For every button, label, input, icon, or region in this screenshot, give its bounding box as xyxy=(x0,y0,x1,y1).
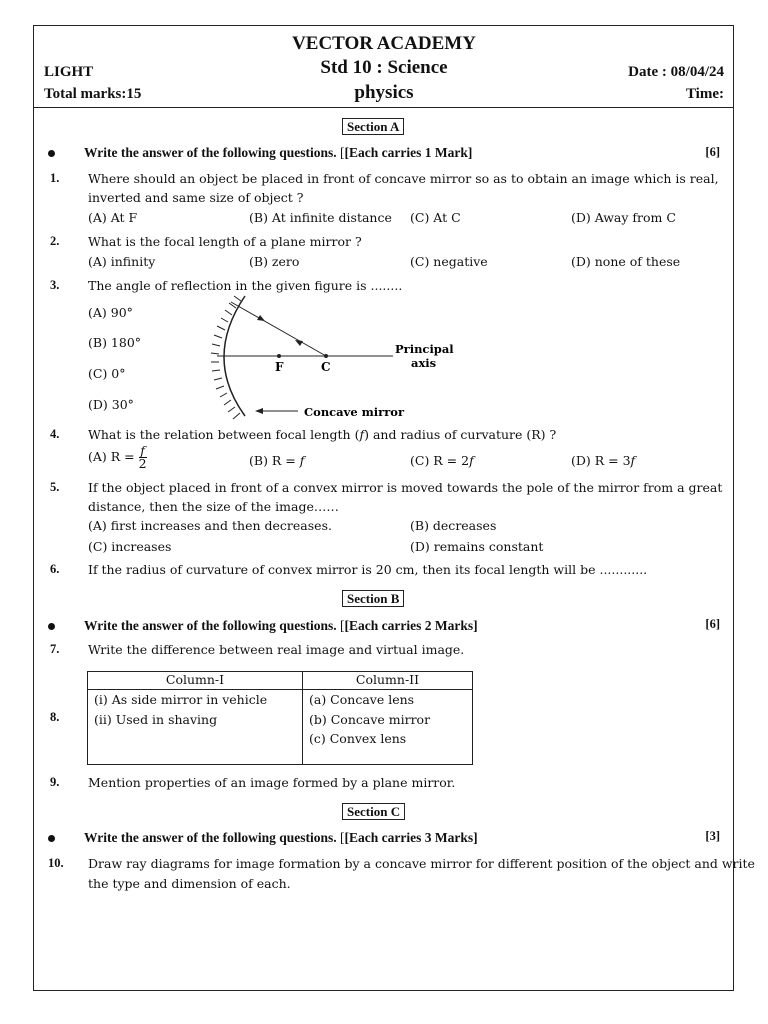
option-b: (B) zero xyxy=(249,254,300,269)
question-text: inverted and same size of object ? xyxy=(88,190,304,205)
option-b: (B) decreases xyxy=(410,518,497,533)
bullet-icon xyxy=(48,835,55,842)
concave-mirror-figure xyxy=(195,292,465,424)
point-c xyxy=(324,354,328,358)
option-b: (B) R = f xyxy=(249,453,305,468)
option-b: (B) At infinite distance xyxy=(249,210,392,225)
std-title: Std 10 : Science xyxy=(320,57,448,78)
section-b-label: Section B xyxy=(342,590,404,607)
total-marks: Total marks:15 xyxy=(44,86,142,102)
incident-ray xyxy=(231,302,326,356)
question-number: 10. xyxy=(48,856,64,870)
question-number: 6. xyxy=(50,562,60,576)
list-item: (a) Concave lens xyxy=(309,692,415,707)
question-text: If the object placed in front of a convex mirror is moved towards the pole of the mirror from a great xyxy=(88,480,723,495)
column-2-cell xyxy=(303,690,473,765)
option-c: (C) increases xyxy=(88,539,172,554)
mirror-label: Concave mirror xyxy=(304,405,405,419)
list-item: (b) Concave mirror xyxy=(309,711,431,727)
header-divider xyxy=(33,107,734,108)
subject-title: physics xyxy=(354,82,414,103)
exam-time: Time: xyxy=(685,86,724,102)
question-text: Draw ray diagrams for image formation by a concave mirror for different position of the object and write xyxy=(88,856,755,871)
question-number: 9. xyxy=(50,775,60,789)
point-c-label: C xyxy=(321,360,331,374)
question-text: What is the relation between focal length (f) and radius of curvature (R) ? xyxy=(88,427,557,442)
list-item: (i) As side mirror in vehicle xyxy=(94,692,268,707)
option-d: (D) remains constant xyxy=(410,539,544,554)
question-number: 3. xyxy=(50,278,60,292)
question-number: 7. xyxy=(50,642,60,656)
option-c: (C) R = 2f xyxy=(410,453,474,468)
bullet-icon xyxy=(48,623,55,630)
option-a: (A) 90° xyxy=(88,305,133,320)
ray-arrow xyxy=(257,315,265,321)
principal-axis-label: axis xyxy=(411,356,437,370)
point-f xyxy=(277,354,281,358)
question-number: 4. xyxy=(50,427,60,441)
column-1-cell xyxy=(88,690,303,765)
question-text: If the radius of curvature of convex mirror is 20 cm, then its focal length will be ............ xyxy=(88,562,648,577)
principal-axis-label: Principal xyxy=(395,342,454,356)
match-table xyxy=(87,671,473,765)
question-text: distance, then the size of the image…… xyxy=(88,499,339,514)
question-number: 2. xyxy=(50,234,60,248)
question-text: Where should an object be placed in front of concave mirror so as to obtain an image which is real, xyxy=(88,171,719,186)
mirror-hatching xyxy=(211,296,241,419)
list-item: (c) Convex lens xyxy=(309,731,407,746)
question-text: the type and dimension of each. xyxy=(88,876,291,891)
column-header: Column-I xyxy=(88,672,303,690)
option-a: (A) R = $\frac{f}{2}$ xyxy=(88,443,147,471)
section-a-label: Section A xyxy=(342,118,404,135)
arrow-left-icon xyxy=(255,408,263,414)
option-a: (A) At F xyxy=(88,210,138,225)
section-c-instruction: Write the answer of the following questions. [[Each carries 3 Marks] xyxy=(84,830,478,845)
option-a: (A) first increases and then decreases. xyxy=(88,518,332,533)
option-b: (B) 180° xyxy=(88,335,142,350)
section-a-marks: [6] xyxy=(705,145,720,159)
option-a: (A) infinity xyxy=(88,254,156,269)
question-number: 8. xyxy=(50,710,60,724)
question-text: The angle of reflection in the given figure is ........ xyxy=(88,278,403,293)
option-d: (D) 30° xyxy=(88,397,134,412)
section-c-marks: [3] xyxy=(705,829,720,843)
exam-date: Date : 08/04/24 xyxy=(628,64,724,80)
section-a-instruction: Write the answer of the following questions. [[Each carries 1 Mark] xyxy=(84,145,473,160)
question-number: 5. xyxy=(50,480,60,494)
option-d: (D) R = 3f xyxy=(571,453,636,468)
question-number: 1. xyxy=(50,171,60,185)
bullet-icon xyxy=(48,150,55,157)
point-f-label: F xyxy=(275,360,284,374)
column-header: Column-II xyxy=(303,672,473,690)
section-b-marks: [6] xyxy=(705,617,720,631)
chapter-name: LIGHT xyxy=(44,64,94,80)
option-d: (D) Away from C xyxy=(571,210,676,225)
option-c: (C) negative xyxy=(410,254,488,269)
question-text: Write the difference between real image and virtual image. xyxy=(88,642,465,657)
question-text: What is the focal length of a plane mirror ? xyxy=(88,234,362,249)
section-c-label: Section C xyxy=(342,803,405,820)
option-c: (C) At C xyxy=(410,210,461,225)
option-c: (C) 0° xyxy=(88,366,126,381)
school-name: VECTOR ACADEMY xyxy=(292,33,476,54)
ray-arrow xyxy=(295,340,303,346)
option-d: (D) none of these xyxy=(571,254,681,269)
list-item: (ii) Used in shaving xyxy=(94,711,218,727)
section-b-instruction: Write the answer of the following questions. [[Each carries 2 Marks] xyxy=(84,618,478,633)
question-text: Mention properties of an image formed by a plane mirror. xyxy=(88,775,456,790)
